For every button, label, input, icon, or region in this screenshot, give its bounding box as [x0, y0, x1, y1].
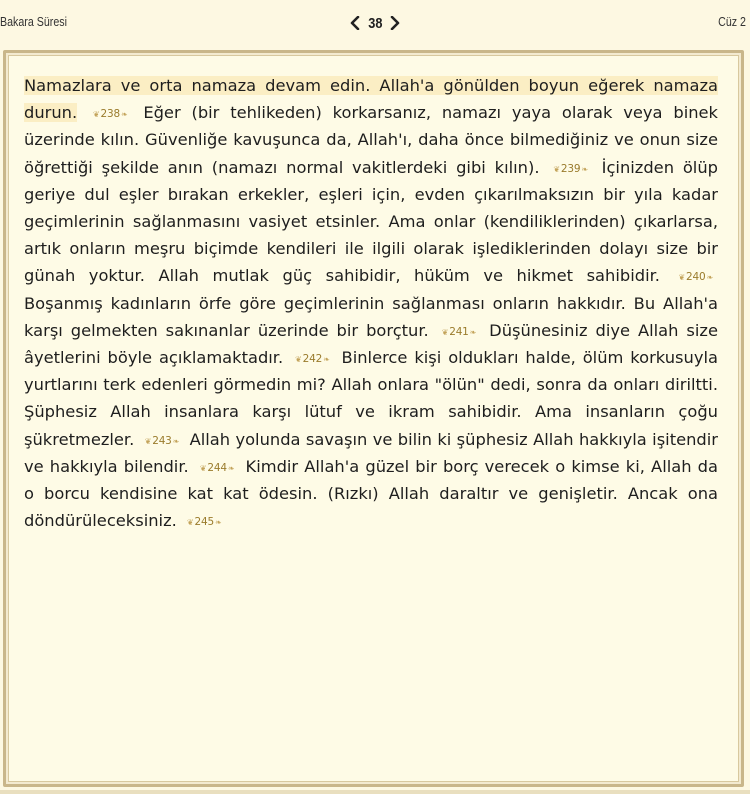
chevron-left-icon[interactable]: [348, 13, 362, 33]
verse-245-text[interactable]: Kimdir Allah'a güzel bir borç verecek o kimse ki, Allah da o borcu kendisine kat kat ödesin. (Rızkı) Allah daraltır ve genişletir. Ancak ona döndürüleceksiniz.: [24, 456, 718, 531]
page-navigator: [340, 10, 410, 36]
ayah-marker-245[interactable]: ❦ 245 ❧: [184, 515, 224, 530]
juz-label: Cüz 2: [718, 14, 746, 29]
page-number: 38: [367, 14, 383, 32]
top-bar: [0, 0, 750, 44]
verse-243-text[interactable]: Binlerce kişi oldukları halde, ölüm korkusuyla yurtlarını terk edenleri görmedin mi? Allah onlara "ölün" dedi, sonra da onları diriltti. Şüphesiz Allah insanlara karşı lütuf ve ikram sahibidir. Ama insanların çoğu şükretmezler.: [24, 348, 718, 449]
verse-239-text[interactable]: Eğer (bir tehlikeden) korkarsanız, namazı yaya olarak veya binek üzerinde kılın. Güvenliğe kavuşunca da, Allah'ı, daha önce bilmediğiniz ve onun size öğrettiği şekilde anın (namazı normal vakitlerdeki gibi kılın).: [24, 103, 718, 177]
ayah-marker-241[interactable]: ❦ 241 ❧: [439, 325, 479, 340]
ayah-marker-244[interactable]: ❦ 244 ❧: [197, 461, 237, 476]
ayah-marker-243[interactable]: ❦ 243 ❧: [142, 434, 182, 449]
verse-text: [24, 72, 718, 534]
ayah-marker-238[interactable]: ❦ 238 ❧: [90, 107, 130, 122]
verse-238-text[interactable]: Namazlara ve orta namaza devam edin. Allah'a gönülden boyun eğerek namaza durun.: [24, 76, 718, 123]
verse-244-text[interactable]: Allah yolunda savaşın ve bilin ki şüphesiz Allah hakkıyla işitendir ve hakkıyla bilendir.: [24, 429, 718, 476]
verse-242-text[interactable]: Düşünesiniz diye Allah size âyetlerini böyle açıklamaktadır.: [24, 320, 718, 368]
verse-241-text[interactable]: Boşanmış kadınların örfe göre geçimlerinin sağlanması onların hakkıdır. Bu Allah'a karşı gelmekten sakınanlar üzerinde bir borçtur.: [24, 293, 718, 340]
verse-240-text[interactable]: İçinizden ölüp geriye dul eşler bırakan erkekler, eşleri için, evden çıkarılmaksızın bir yıla kadar geçimlerinin sağlanmasını vasiyet etsinler. Ama onlar (kendiliklerinden) çıkarlarsa, artık onların meşru biçimde kendileri ile ilgili olarak işlediklerinden dolayı size bir günah yoktur. Allah mutlak güç sahibidir, hüküm ve hikmet sahibidir.: [24, 157, 718, 286]
ayah-marker-240[interactable]: ❦ 240 ❧: [676, 270, 716, 285]
ayah-marker-242[interactable]: ❦ 242 ❧: [292, 352, 332, 367]
chevron-right-icon[interactable]: [388, 13, 402, 33]
bottom-divider: [0, 790, 750, 794]
ayah-marker-239[interactable]: ❦ 239 ❧: [550, 162, 590, 177]
surah-title: Bakara Süresi: [0, 14, 67, 29]
